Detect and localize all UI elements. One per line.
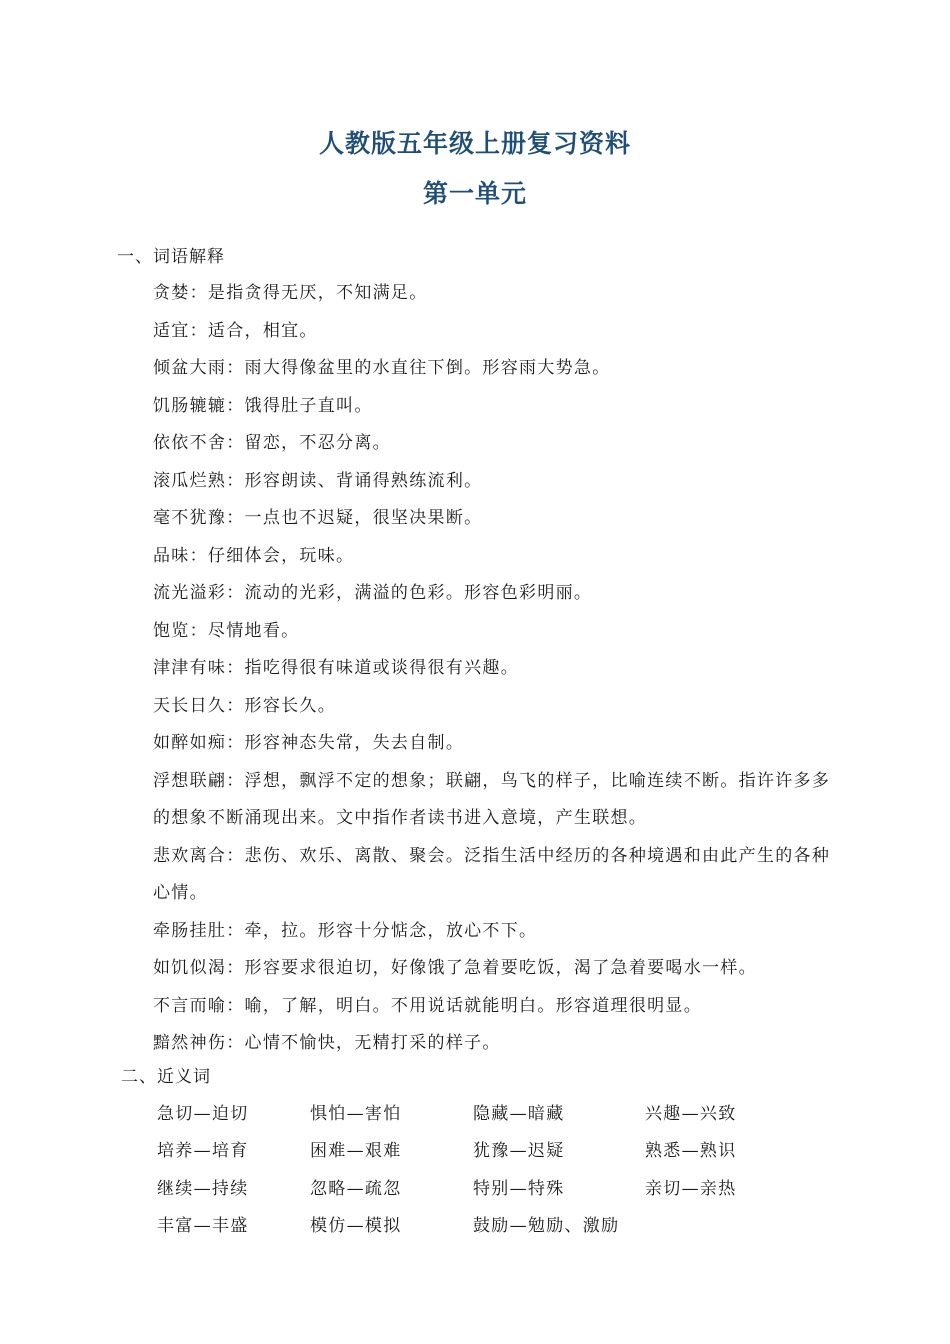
synonym-section-heading: 二、近义词 [121, 1067, 211, 1087]
vocab-separator: ： [189, 320, 208, 341]
vocab-term: 浮想联翩 [153, 770, 227, 791]
vocab-term: 适宜 [153, 320, 190, 341]
vocab-definition: 悲伤、欢乐、离散、聚会。泛指生活中经历的各种境遇和由此产生的各种心情。 [153, 845, 831, 903]
vocab-definition: 饿得肚子直叫。 [244, 395, 373, 416]
vocab-entry [153, 313, 843, 351]
vocab-entry [153, 613, 843, 651]
vocab-entry [153, 275, 843, 313]
vocab-separator: ： [226, 1033, 245, 1053]
vocab-section-heading: 一、词语解释 [117, 247, 225, 267]
synonym-pair: 惧怕—害怕 [310, 1104, 402, 1124]
synonym-pair: 犹豫—迟疑 [473, 1141, 565, 1161]
synonym-pair: 忽略—疏忽 [310, 1179, 402, 1199]
vocab-term: 牵肠挂肚 [153, 920, 227, 941]
vocab-separator: ： [226, 358, 245, 378]
vocab-separator: ： [189, 620, 208, 641]
vocab-entry [153, 838, 843, 913]
vocab-definition: 尽情地看。 [207, 620, 300, 641]
vocab-separator: ： [226, 395, 245, 416]
vocab-separator: ： [226, 733, 245, 753]
vocab-entry [153, 1025, 843, 1063]
unit-heading: 第一单元 [422, 179, 527, 208]
synonym-pair: 丰富—丰盛 [157, 1216, 249, 1236]
vocab-separator: ： [189, 545, 208, 566]
vocab-entry [153, 763, 843, 838]
vocab-definition: 是指贪得无厌，不知满足。 [207, 283, 428, 303]
synonym-pair: 鼓励—勉励、激励 [473, 1216, 620, 1236]
vocab-entry [153, 463, 843, 501]
vocab-definition: 形容神态失常，失去自制。 [244, 733, 465, 753]
vocab-term: 依依不舍 [153, 433, 227, 453]
vocab-entry [153, 575, 843, 613]
vocab-term: 黯然神伤 [153, 1033, 227, 1053]
vocab-term: 如饥似渴 [153, 958, 227, 978]
vocab-separator: ： [226, 920, 245, 941]
vocab-entry [153, 388, 843, 426]
vocab-definition: 形容朗读、背诵得熟练流利。 [244, 470, 483, 491]
vocab-entry [153, 350, 843, 388]
vocab-definition: 形容长久。 [244, 695, 337, 716]
vocab-entry [153, 913, 843, 951]
vocab-term: 饥肠辘辘 [153, 395, 227, 416]
synonym-pair: 隐藏—暗藏 [473, 1104, 565, 1124]
vocab-entry [153, 650, 843, 688]
vocab-separator: ： [226, 695, 245, 716]
vocab-entry [153, 425, 843, 463]
synonym-pair: 亲切—亲热 [645, 1179, 737, 1199]
vocab-term: 毫不犹豫 [153, 508, 227, 528]
synonym-pair: 特别—特殊 [473, 1179, 565, 1199]
vocab-definition: 牵，拉。形容十分惦念，放心不下。 [244, 920, 538, 941]
vocab-definition: 心情不愉快，无精打采的样子。 [244, 1033, 501, 1053]
vocab-term: 品味 [153, 545, 190, 566]
vocab-separator: ： [226, 658, 245, 678]
vocab-separator: ： [226, 433, 245, 453]
vocab-separator: ： [226, 770, 245, 791]
synonym-pair: 熟悉—熟识 [645, 1141, 737, 1161]
vocab-entry [153, 988, 843, 1026]
synonym-pair: 困难—艰难 [310, 1141, 402, 1161]
vocab-term: 流光溢彩 [153, 583, 227, 603]
vocab-entry [153, 500, 843, 538]
vocab-term: 不言而喻 [153, 995, 227, 1016]
vocab-term: 天长日久 [153, 695, 227, 716]
vocab-separator: ： [226, 583, 245, 603]
synonym-pair: 兴趣—兴致 [645, 1104, 737, 1124]
vocab-definition: 浮想，飘浮不定的想象；联翩，鸟飞的样子，比喻连续不断。指许许多多的想象不断涌现出来。文中指作者读书进入意境，产生联想。 [153, 770, 831, 828]
vocab-term: 滚瓜烂熟 [153, 470, 227, 491]
vocab-entry [153, 538, 843, 576]
vocab-term: 饱览 [153, 620, 190, 641]
vocab-definition: 雨大得像盆里的水直往下倒。形容雨大势急。 [244, 358, 611, 378]
vocab-separator: ： [226, 470, 245, 491]
vocab-definition: 流动的光彩，满溢的色彩。形容色彩明丽。 [244, 583, 593, 603]
vocab-separator: ： [189, 283, 208, 303]
vocab-list [153, 275, 843, 1063]
synonym-pair: 急切—迫切 [157, 1104, 249, 1124]
synonym-pair: 培养—培育 [157, 1141, 249, 1161]
vocab-entry [153, 725, 843, 763]
vocab-term: 倾盆大雨 [153, 358, 227, 378]
vocab-definition: 一点也不迟疑，很坚决果断。 [244, 508, 483, 528]
vocab-term: 津津有味 [153, 658, 227, 678]
vocab-entry [153, 688, 843, 726]
page-title: 人教版五年级上册复习资料 [318, 129, 631, 158]
synonym-pair: 模仿—模拟 [310, 1216, 402, 1236]
vocab-separator: ： [226, 958, 245, 978]
vocab-definition: 形容要求很迫切，好像饿了急着要吃饭，渴了急着要喝水一样。 [244, 958, 757, 978]
vocab-separator: ： [226, 995, 245, 1016]
vocab-term: 贪婪 [153, 283, 190, 303]
synonym-pair: 继续—持续 [157, 1179, 249, 1199]
vocab-definition: 仔细体会，玩味。 [207, 545, 355, 566]
vocab-separator: ： [226, 845, 245, 866]
vocab-definition: 指吃得很有味道或谈得很有兴趣。 [244, 658, 520, 678]
vocab-definition: 适合，相宜。 [207, 320, 318, 341]
vocab-entry [153, 950, 843, 988]
vocab-separator: ： [226, 508, 245, 528]
vocab-term: 悲欢离合 [153, 845, 227, 866]
vocab-definition: 留恋，不忍分离。 [244, 433, 391, 453]
vocab-definition: 喻，了解，明白。不用说话就能明白。形容道理很明显。 [244, 995, 703, 1016]
vocab-term: 如醉如痴 [153, 733, 227, 753]
